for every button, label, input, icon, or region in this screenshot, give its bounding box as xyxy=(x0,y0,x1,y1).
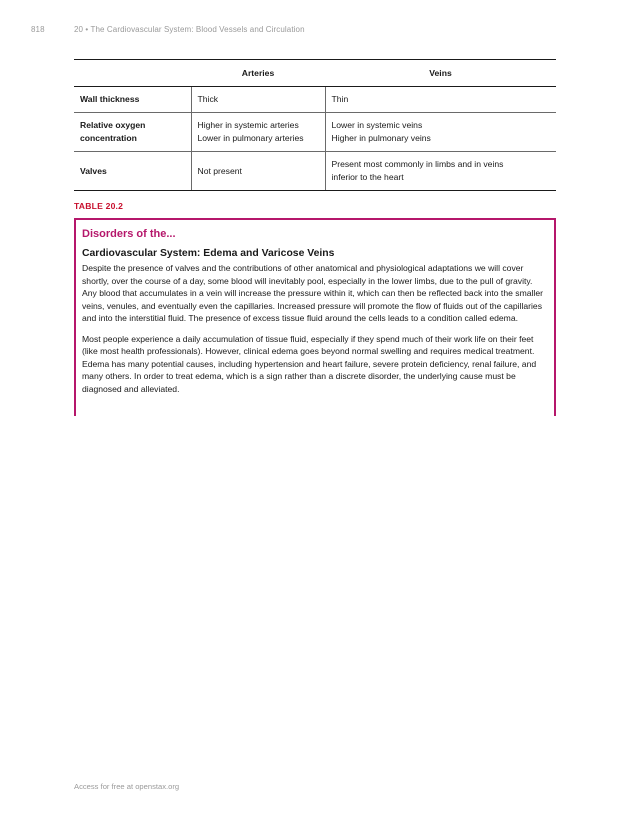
arteries-cell: Not present xyxy=(191,152,325,191)
table-header-row xyxy=(74,60,556,87)
feature-paragraph: Despite the presence of valves and the contributions of other anatomical and physiological adaptations we will cover shortly, over the course of a day, some blood will inevitably pool, especially in the lower limbs, due to the pull of gravity. Any blood that accumulates in a vein will increase the pressure within it, which can then be reflected back into the smaller veins, venules, and eventually even the capillaries. Increased pressure will promote the flow of fluids out of the capillaries and into the interstitial fluid. The presence of excess tissue fluid around the cells leads to a condition called edema. xyxy=(82,263,543,323)
chapter-title: 20 • The Cardiovascular System: Blood Vessels and Circulation xyxy=(74,25,305,34)
table-caption: TABLE 20.2 xyxy=(74,201,124,211)
running-head xyxy=(31,25,305,34)
veins-cell: Thin xyxy=(325,87,556,113)
arteries-cell: Thick xyxy=(191,87,325,113)
feature-paragraph: Most people experience a daily accumulation of tissue fluid, especially if they spend much of their work life on their feet (like most health professionals). However, clinical edema goes beyond normal swelling and requires medical treatment. Edema has many potential causes, including hypertension and heart failure, severe protein deficiency, renal failure, and many others. In order to treat edema, which is a sign rather than a discrete disorder, the underlying cause must be diagnosed and alleviated. xyxy=(82,333,537,394)
footer-link[interactable]: Access for free at openstax.org xyxy=(74,782,180,791)
row-label: Valves xyxy=(74,152,191,191)
table-header-veins: Veins xyxy=(325,60,556,87)
row-label: Wall thickness xyxy=(74,87,191,113)
veins-cell: Lower in systemic veins Higher in pulmonary veins xyxy=(325,113,556,152)
row-label: Relative oxygen concentration xyxy=(74,113,191,152)
disorders-feature-box xyxy=(74,218,556,416)
page-number: 818 xyxy=(31,25,45,34)
table-header-arteries: Arteries xyxy=(191,60,325,87)
table-row xyxy=(74,113,556,152)
table-row xyxy=(74,87,556,113)
veins-cell: Present most commonly in limbs and in veins inferior to the heart xyxy=(325,152,556,191)
table-header-empty xyxy=(74,60,191,87)
feature-title: Cardiovascular System: Edema and Varicose Veins xyxy=(82,248,335,259)
table-row xyxy=(74,152,556,191)
comparison-table xyxy=(74,59,556,191)
arteries-cell: Higher in systemic arteries Lower in pulmonary arteries xyxy=(191,113,325,152)
feature-label: Disorders of the... xyxy=(82,228,176,240)
